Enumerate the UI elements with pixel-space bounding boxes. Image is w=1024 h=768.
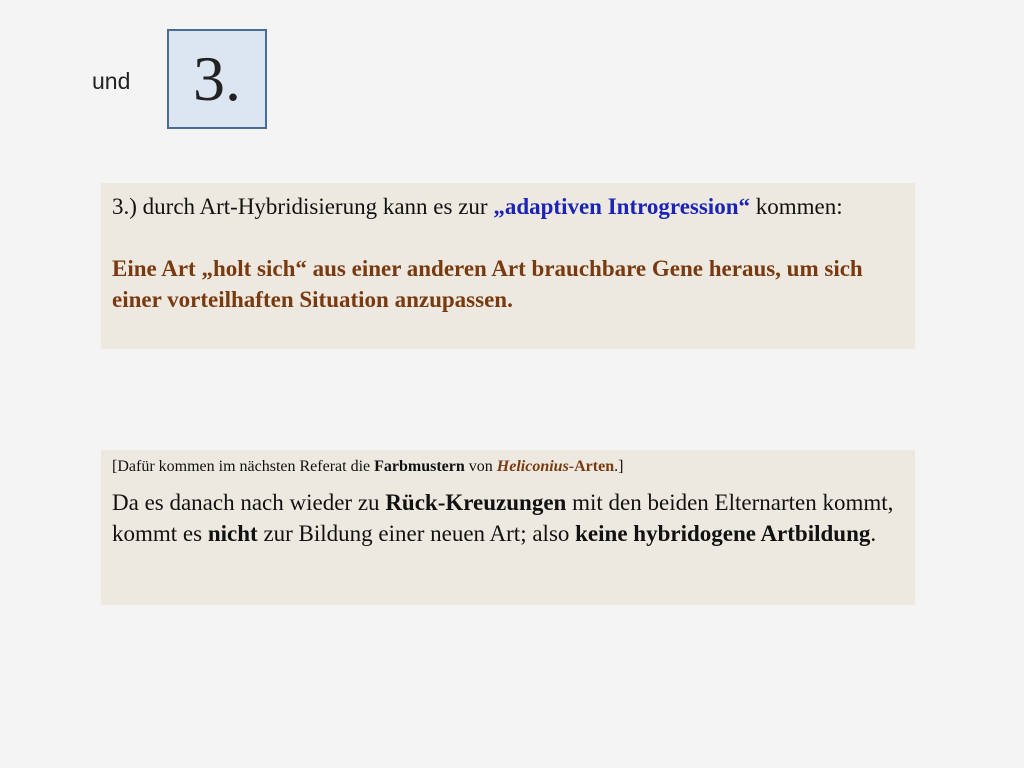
conclusion-bold-2: nicht	[207, 521, 258, 546]
note-suffix: -Arten	[568, 458, 615, 475]
conclusion-end: .	[870, 521, 877, 546]
conclusion-part-2: mit den beiden Elternarten kommt, kommt es	[112, 490, 894, 546]
introgression-box	[101, 183, 915, 349]
note-text: [Dafür kommen im nächsten Referat die	[112, 458, 375, 475]
note-genus: Heliconius	[496, 458, 569, 475]
introgression-term: „adaptiven Introgression“	[493, 194, 750, 219]
conclusion-bold-1: Rück-Kreuzungen	[385, 490, 567, 515]
introgression-definition: Eine Art „holt sich“ aus einer anderen Art brauchbare Gene heraus, um sich einer vorteilhaften Situation anzupassen.	[112, 256, 863, 312]
section-number: 3.	[193, 43, 241, 114]
conclusion-part-3: zur Bildung einer neuen Art; also	[257, 521, 576, 546]
conclusion-part-1: Da es danach nach wieder zu	[112, 490, 386, 515]
section-number-box	[167, 29, 267, 129]
conclusion-box	[101, 450, 915, 605]
note-close: .]	[614, 458, 624, 475]
und-label: und	[92, 68, 131, 94]
conclusion-bold-3: keine hybridogene Artbildung	[575, 521, 871, 546]
heading-suffix: kommen:	[750, 194, 843, 219]
heading-text: 3.) durch Art-Hybridisierung kann es zur	[112, 194, 494, 219]
introgression-heading	[112, 191, 905, 222]
referat-note	[112, 456, 905, 478]
note-bold: Farbmustern	[374, 458, 465, 475]
conclusion-text	[112, 487, 905, 549]
note-mid: von	[464, 458, 497, 475]
